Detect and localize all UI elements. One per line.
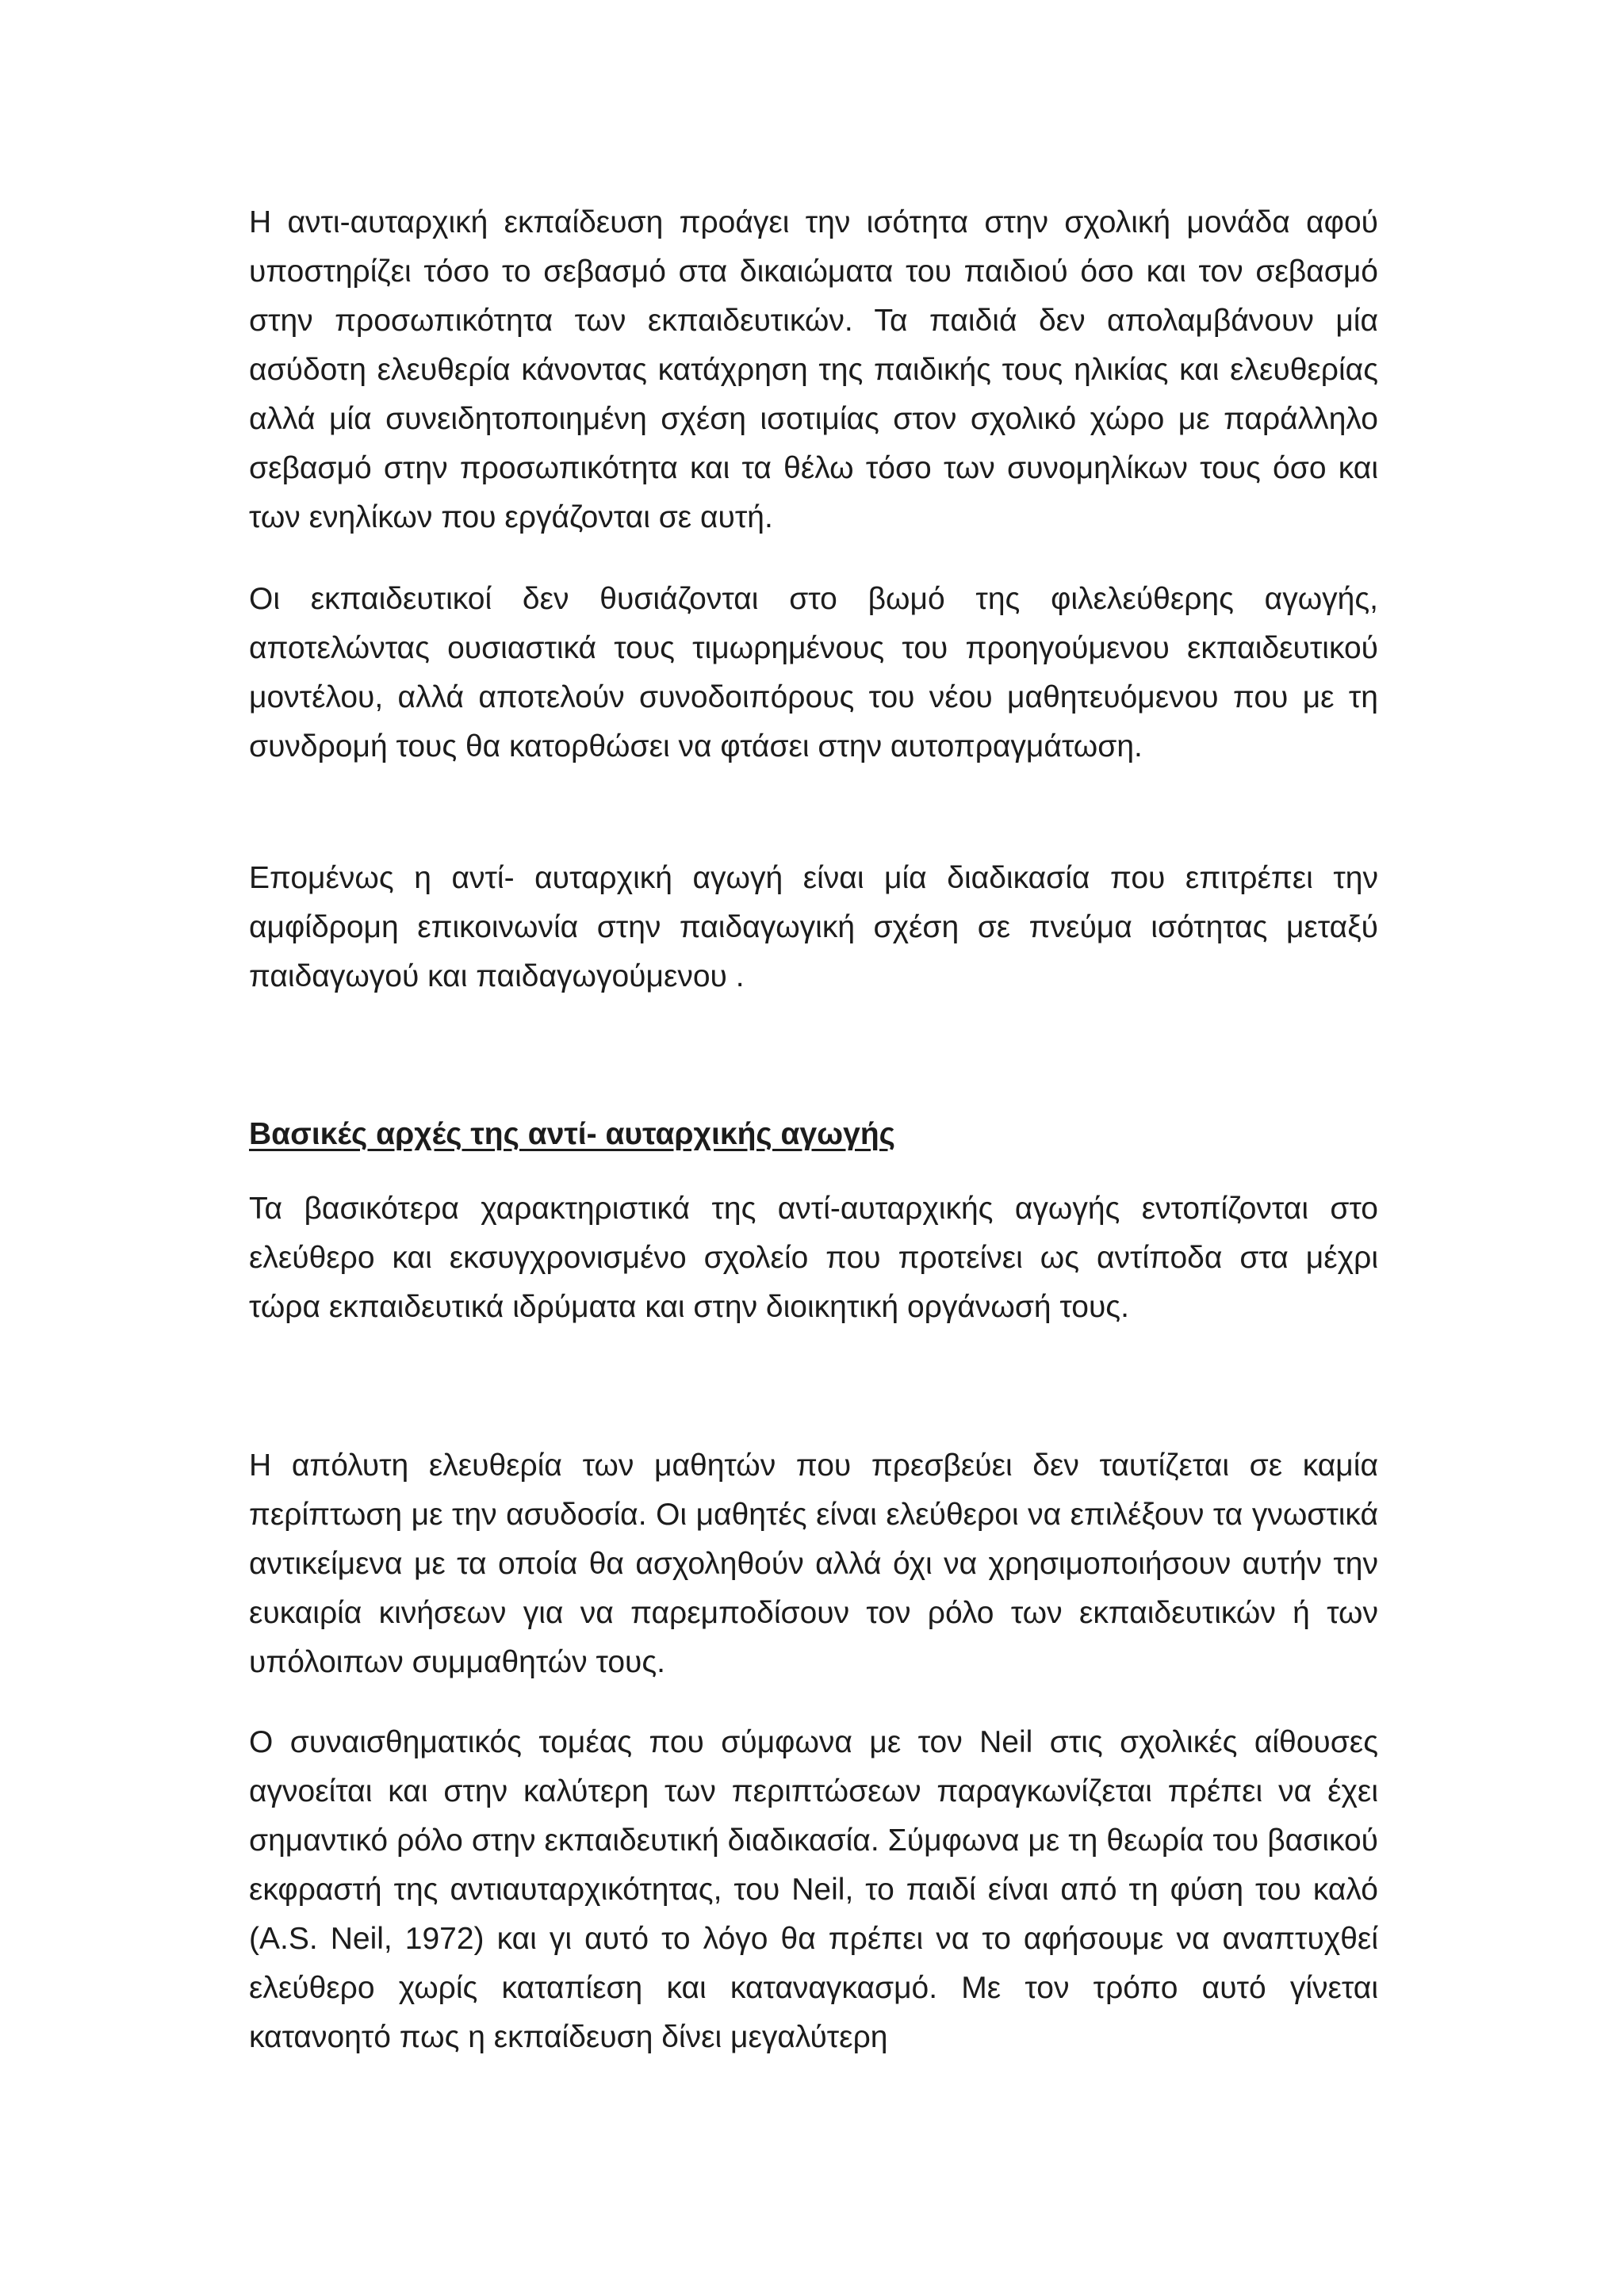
paragraph-block-4 (249, 1184, 1378, 1332)
paragraph-two-way-communication: Επομένως η αντί- αυταρχική αγωγή είναι μία διαδικασία που επιτρέπει την αμφίδρομη επικοινωνία στην παιδαγωγική σχέση σε πνεύμα ισότητας μεταξύ παιδαγωγού και παιδαγωγούμενου . (249, 861, 1378, 993)
section-heading-block (249, 1110, 1378, 1159)
paragraph-emotional-domain: Ο συναισθηματικός τομέας που σύμφωνα με τον Neil στις σχολικές αίθουσες αγνοείται και στην καλύτερη των περιπτώσεων παραγκωνίζεται πρέπει να έχει σημαντικό ρόλο στην εκπαιδευτική διαδικασία. Σύμφωνα με τη θεωρία του βασικού εκφραστή της αντιαυταρχικότητας, του Neil, το παιδί είναι από τη φύση του καλό (A.S. Neil, 1972) και γι αυτό το λόγο θα πρέπει να το αφήσουμε να αναπτυχθεί ελεύθερο χωρίς καταπίεση και καταναγκασμό. Με τον τρόπο αυτό γίνεται κατανοητό πως η εκπαίδευση δίνει μεγαλύτερη (249, 1725, 1378, 2054)
paragraph-main-characteristics: Τα βασικότερα χαρακτηριστικά της αντί-αυταρχικής αγωγής εντοπίζονται στο ελεύθερο και εκσυγχρονισμένο σχολείο που προτείνει ως αντίποδα στα μέχρι τώρα εκπαιδευτικά ιδρύματα και στην διοικητική οργάνωσή τους. (249, 1192, 1378, 1324)
paragraph-block-3 (249, 854, 1378, 1001)
paragraph-block-2 (249, 575, 1378, 771)
paragraph-block-5 (249, 1441, 1378, 1687)
paragraph-student-freedom: Η απόλυτη ελευθερία των μαθητών που πρεσβεύει δεν ταυτίζεται σε καμία περίπτωση με την ασυδοσία. Οι μαθητές είναι ελεύθεροι να επιλέξουν τα γνωστικά αντικείμενα με τα οποία θα ασχοληθούν αλλά όχι να χρησιμοποιήσουν αυτήν την ευκαιρία κινήσεων για να παρεμποδίσουν τον ρόλο των εκπαιδευτικών ή των υπόλοιπων συμμαθητών τους. (249, 1448, 1378, 1679)
paragraph-educators-role: Οι εκπαιδευτικοί δεν θυσιάζονται στο βωμό της φιλελεύθερης αγωγής, αποτελώντας ουσιαστικά τους τιμωρημένους του προηγούμενου εκπαιδευτικού μοντέλου, αλλά αποτελούν συνοδοιπόρους του νέου μαθητευόμενου που με τη συνδρομή τους θα κατορθώσει να φτάσει στην αυτοπραγμάτωση. (249, 582, 1378, 763)
section-heading: Βασικές αρχές της αντί- αυταρχικής αγωγής (249, 1117, 895, 1151)
paragraph-block-1 (249, 198, 1378, 542)
paragraph-anti-authoritarian-equality: Η αντι-αυταρχική εκπαίδευση προάγει την ισότητα στην σχολική μονάδα αφού υποστηρίζει τόσο το σεβασμό στα δικαιώματα του παιδιού όσο και τον σεβασμό στην προσωπικότητα των εκπαιδευτικών. Τα παιδιά δεν απολαμβάνουν μία ασύδοτη ελευθερία κάνοντας κατάχρηση της παιδικής τους ηλικίας και ελευθερίας αλλά μία συνειδητοποιημένη σχέση ισοτιμίας στον σχολικό χώρο με παράλληλο σεβασμό στην προσωπικότητα και τα θέλω τόσο των συνομηλίκων τους όσο και των ενηλίκων που εργάζονται σε αυτή. (249, 205, 1378, 534)
paragraph-block-6 (249, 1718, 1378, 2062)
